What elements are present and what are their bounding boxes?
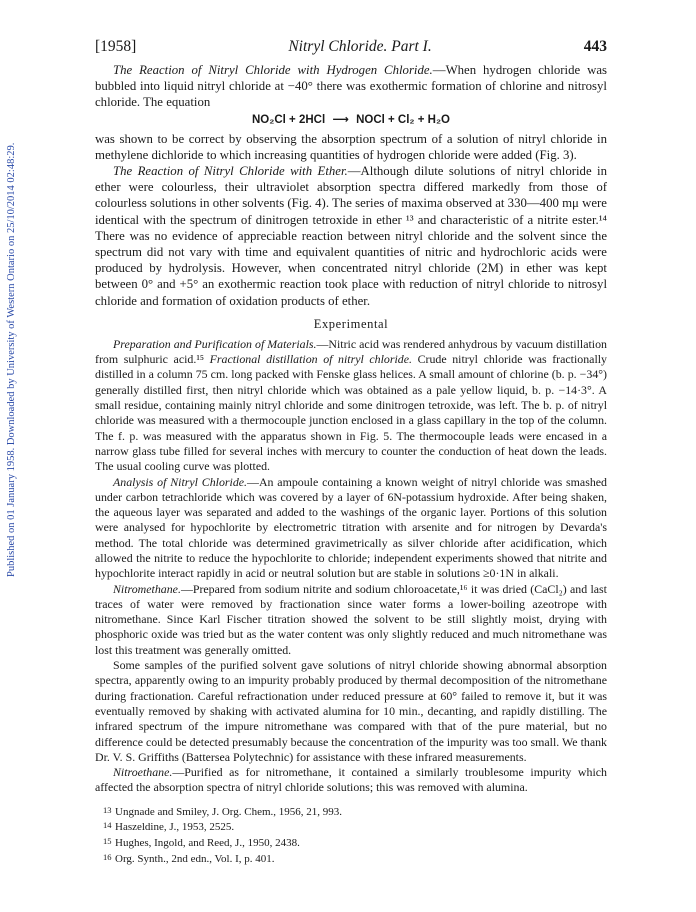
nitroethane-heading: Nitroethane.	[113, 765, 173, 780]
distillation-subheading: Fractional distillation of nitryl chloride.	[209, 352, 412, 367]
reaction-arrow-icon: ⟶	[332, 113, 349, 126]
reaction-equation	[95, 112, 607, 128]
running-header	[95, 38, 607, 56]
reference-item	[103, 804, 607, 820]
impurity-paragraph: Some samples of the purified solvent gave solutions of nitryl chloride showing abnormal absorption spectra, apparently owing to an impurity probably produced by thermal decomposition of the nitromethane during fractionation. Careful refractionation under reduced pressure at 60° failed to remove it, but it was eventually removed by shaking with activated alumina for 10 min., decanting, and rapidly distilling. The infrared spectrum of the impure nitromethane was compared with that of the pure material, but no difference could be detected presumably because the concentration of the impurity was too small. We thank Dr. V. S. Griffiths (Battersea Polytechnic) for assistance with these infrared measurements.	[95, 658, 607, 764]
preparation-paragraph	[95, 337, 607, 475]
nitroethane-text: —Purified as for nitromethane, it contained a similarly troublesome impurity which affected the absorption spectra of nitryl chloride solutions; this was removed with alumina.	[95, 765, 607, 795]
reference-text: Ungnade and Smiley, J. Org. Chem., 1956, 21, 993.	[115, 805, 343, 818]
nitromethane-paragraph	[95, 582, 607, 658]
reference-text: Haszeldine, J., 1953, 2525.	[115, 821, 235, 834]
analysis-heading: Analysis of Nitryl Chloride.	[113, 474, 248, 489]
analysis-paragraph	[95, 475, 607, 582]
equation-reactants: NO₂Cl + 2HCl	[251, 113, 326, 126]
download-watermark: Published on 01 January 1958. Downloaded by University of Western Ontario on 25/10/2014 02:48:29.	[6, 142, 17, 577]
ether-paragraph	[95, 163, 607, 309]
experimental-heading: Experimental	[313, 316, 389, 331]
nitromethane-heading: Nitromethane.	[113, 581, 181, 596]
hcl-text: —When hydrogen chloride was bubbled into liquid nitryl chloride at −40° there was exothermic formation of chlorine and nitrosyl chloride. The equation	[95, 63, 607, 110]
reference-number: 13	[103, 804, 112, 815]
ether-text: —Although dilute solutions of nitryl chloride in ether were colourless, their ultraviolet absorption spectra differed markedly from those of colourless solutions in other solvents (Fig. 4). The series of maxima observed at 330—400 mμ were identical with the spectrum of dinitrogen tetroxide in ether ¹³ and characteristic of a nitrite ester.¹⁴ There was no evidence of appreciable reaction between nitryl chloride and the solvent since the spectrum did not vary with time and equivalent quantities of nitric and hydrochloric acids were produced by hydrolysis. However, when concentrated nitryl chloride (2M) in ether was kept between 0° and +5° an exothermic reaction took place with reduction of nitryl chloride to nitrosyl chloride and formation of oxidation products of ether.	[95, 164, 608, 308]
article-title: Nitryl Chloride. Part I.	[288, 38, 432, 55]
journal-year: [1958]	[95, 38, 137, 55]
hcl-paragraph	[95, 62, 607, 111]
reference-number: 14	[103, 820, 112, 831]
analysis-text: —An ampoule containing a known weight of nitryl chloride was smashed under carbon tetrachloride which was covered by a layer of 6N-potassium hydroxide. After being shaken, the aqueous layer was separated and added to the washings of the organic layer. Portions of this solution were analysed for hypochlorite by electrometric titration with arsenite and for nitrogen by Devarda's method. The total chloride was determined gravimetrically as silver chloride after acidification, which allowed the nitrite to reduce the hypochlorite to chloride; independent experiments showed that nitrite and hypochlorite interact rapidly in acid or neutral solution but are stable in solutions ≥0·1N in alkali.	[95, 474, 607, 581]
reference-text: Hughes, Ingold, and Reed, J., 1950, 2438.	[115, 836, 300, 849]
reference-number: 16	[103, 851, 112, 862]
ether-heading: The Reaction of Nitryl Chloride with Ether.	[113, 164, 348, 179]
footnote-references	[95, 804, 607, 866]
hcl-heading: The Reaction of Nitryl Chloride with Hydrogen Chloride.	[113, 63, 433, 77]
nitroethane-paragraph	[95, 765, 607, 796]
hcl-continuation: was shown to be correct by observing the absorption spectrum of a solution of nitryl chloride in methylene dichloride to which increasing quantities of hydrogen chloride were added (Fig. 3).	[95, 131, 607, 162]
reference-item	[103, 819, 607, 835]
reference-number: 15	[103, 835, 112, 846]
preparation-text: —Nitric acid was rendered anhydrous by vacuum distillation from sulphuric acid.¹⁵	[95, 336, 607, 367]
reference-item	[103, 851, 607, 867]
preparation-heading: Preparation and Purification of Materials.	[113, 336, 317, 351]
page-number: 443	[583, 38, 607, 55]
experimental-body	[95, 337, 607, 796]
reference-text: Org. Synth., 2nd edn., Vol. I, p. 401.	[115, 852, 275, 865]
distillation-text: Crude nitryl chloride was fractionally distilled in a column 75 cm. long packed with Fenske glass helices. A small amount of chlorine (b. p. −34°) generally distilled first, then nitryl chloride which was obtained as a pale yellow liquid, b. p. −14·3°. A small residue, containing mainly nitryl chloride and some dinitrogen tetroxide, was left. The b. p. of nitryl chloride was measured with a thermocouple junction enclosed in a glass capillary in the top of the column. The f. p. was measured with the apparatus shown in Fig. 5. The thermocouple leads were encased in a narrow glass tube filled for several inches with mercury to counter the conduction of heat down the leads. The usual cooling curve was plotted.	[95, 352, 607, 474]
journal-page	[95, 38, 607, 866]
reference-item	[103, 835, 607, 851]
nitromethane-text: —Prepared from sodium nitrite and sodium chloroacetate,¹⁶ it was dried (CaCl₂) and last traces of water were removed by fractionation since water forms a lower-boiling azeotrope with nitromethane. Since Karl Fischer titration showed the solvent to be still slightly moist, drying with phosphoric oxide was tried but as the water content was only slightly reduced and much nitromethane was lost this treatment was generally omitted.	[95, 581, 607, 657]
equation-products: NOCl + Cl₂ + H₂O	[356, 113, 450, 126]
